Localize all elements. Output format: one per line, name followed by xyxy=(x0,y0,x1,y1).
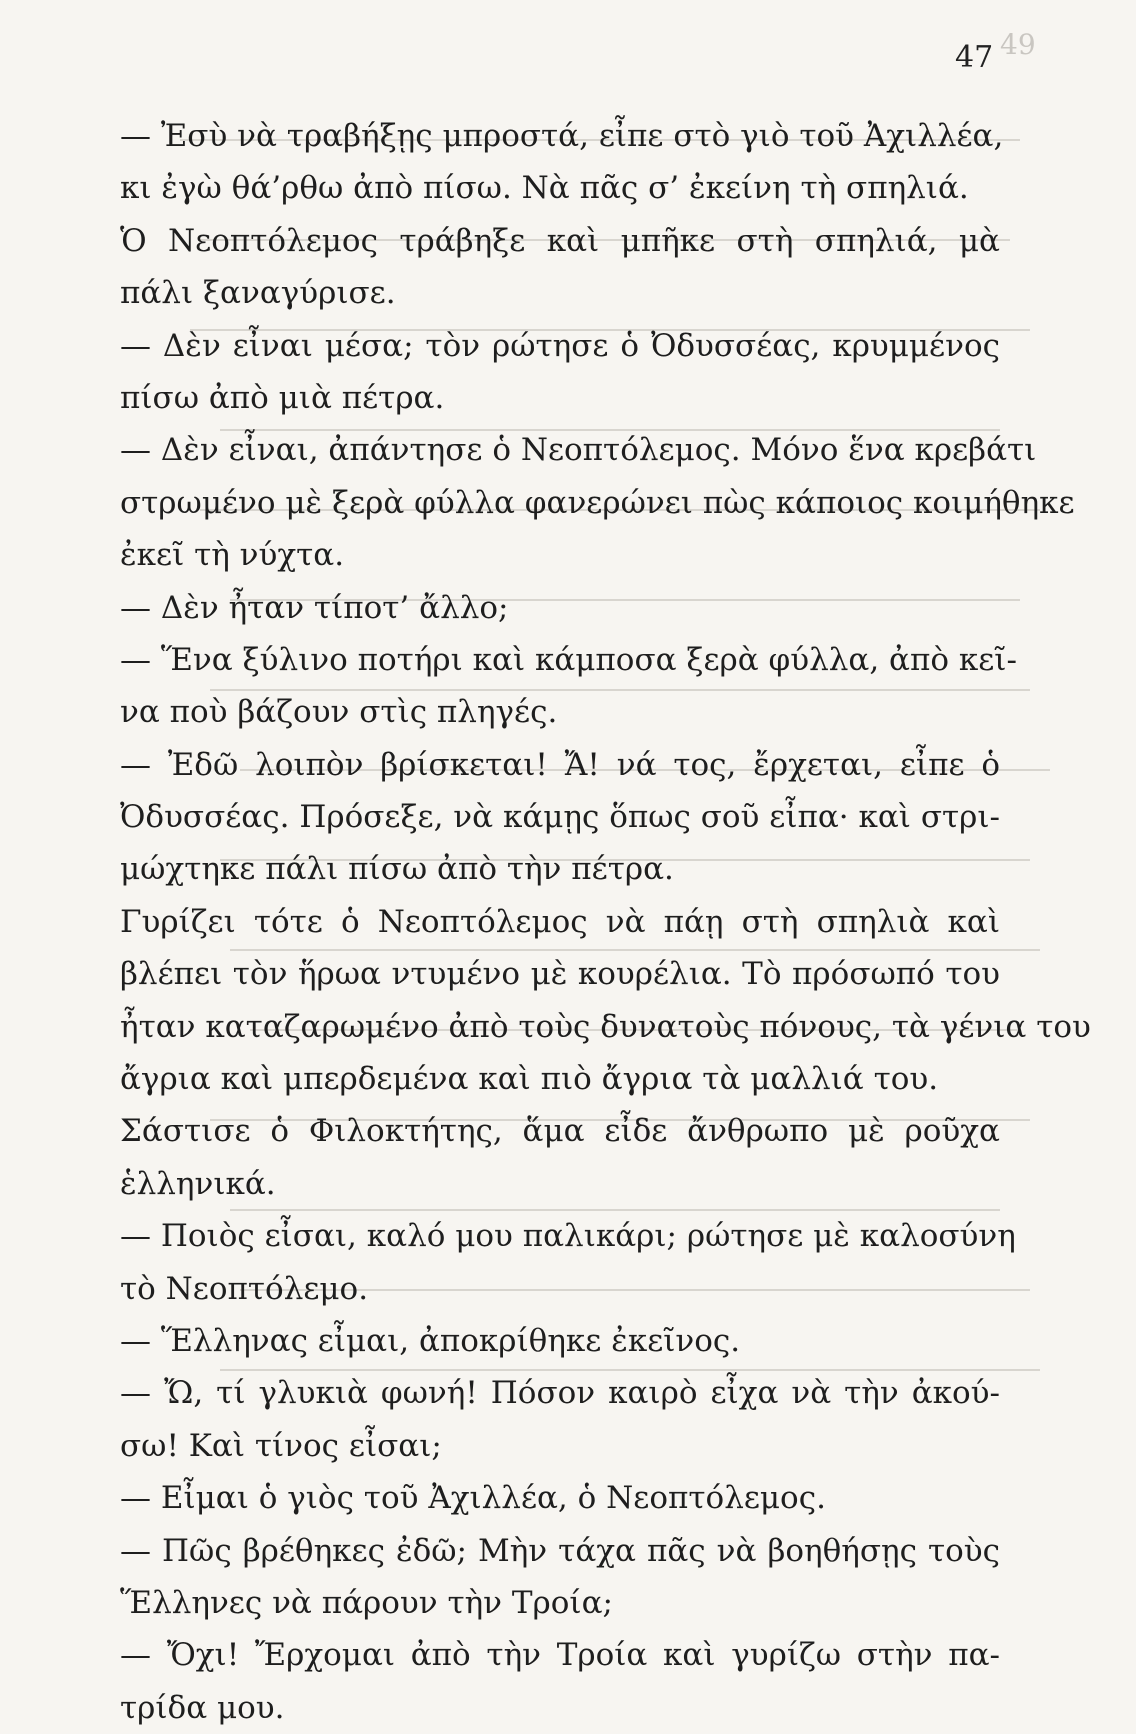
text-line: τὸ Νεοπτόλεμο. xyxy=(120,1270,369,1307)
page-number: 47 xyxy=(955,40,994,75)
text-line: — Ἐδῶ λοιπὸν βρίσκεται! Ἄ! νά τος, ἔρχεται, εἶπε ὁ xyxy=(120,746,1000,783)
text-line: — Ὄχι! Ἔρχομαι ἀπὸ τὴν Τροία καὶ γυρίζω στὴν πα- xyxy=(120,1637,1000,1674)
text-line: — Ἕλληνας εἶμαι, ἀποκρίθηκε ἐκεῖνος. xyxy=(120,1322,741,1359)
text-line: — Δὲν εἶναι, ἀπάντησε ὁ Νεοπτόλεμος. Μόνο ἕνα κρεβάτι xyxy=(120,432,1037,469)
text-line: — Ἐσὺ νὰ τραβήξῃς μπροστά, εἶπε στὸ γιὸ τοῦ Ἀχιλλέα, xyxy=(120,118,1004,154)
text-line: μώχτηκε πάλι πίσω ἀπὸ τὴν πέτρα. xyxy=(120,851,674,888)
text-line: ἄγρια καὶ μπερδεμένα καὶ πιὸ ἄγρια τὰ μαλλιά του. xyxy=(120,1061,939,1098)
text-line: ἑλληνικά. xyxy=(120,1165,276,1202)
text-line: τρίδα μου. xyxy=(120,1689,285,1726)
text-line: — Πῶς βρέθηκες ἐδῶ; Μὴν τάχα πᾶς νὰ βοηθήσῃς τοὺς xyxy=(120,1532,1000,1569)
text-line: — Δὲν ἦταν τίποτ’ ἄλλο; xyxy=(120,589,509,626)
show-through-page-number: 49 xyxy=(1000,28,1036,61)
text-line: ἐκεῖ τὴ νύχτα. xyxy=(120,537,345,574)
text-line: Ὀδυσσέας. Πρόσεξε, νὰ κάμῃς ὅπως σοῦ εἶπα· καὶ στρι- xyxy=(120,799,1000,836)
text-line: Γυρίζει τότε ὁ Νεοπτόλεμος νὰ πάῃ στὴ σπηλιὰ καὶ xyxy=(120,903,1000,940)
text-line: — Ποιὸς εἶσαι, καλό μου παλικάρι; ρώτησε μὲ καλοσύνη xyxy=(120,1218,1016,1255)
text-line: να ποὺ βάζουν στὶς πληγές. xyxy=(120,694,558,731)
text-line: — Ὤ, τί γλυκιὰ φωνή! Πόσον καιρὸ εἶχα νὰ τὴν ἀκού- xyxy=(120,1375,1000,1412)
text-line: Ὁ Νεοπτόλεμος τράβηξε καὶ μπῆκε στὴ σπηλιά, μὰ xyxy=(120,222,1000,259)
text-line: Σάστισε ὁ Φιλοκτήτης, ἅμα εἶδε ἄνθρωπο μὲ ροῦχα xyxy=(120,1113,1000,1150)
text-line: Ἕλληνες νὰ πάρουν τὴν Τροία; xyxy=(120,1584,613,1621)
text-line: πίσω ἀπὸ μιὰ πέτρα. xyxy=(120,379,445,416)
text-line: σω! Καὶ τίνος εἶσαι; xyxy=(120,1427,442,1464)
text-line: ἦταν καταζαρωμένο ἀπὸ τοὺς δυνατοὺς πόνους, τὰ γένια του xyxy=(120,1008,1091,1045)
text-line: πάλι ξαναγύρισε. xyxy=(120,275,396,312)
body-text xyxy=(120,110,1091,1734)
text-line: βλέπει τὸν ἥρωα ντυμένο μὲ κουρέλια. Τὸ πρόσωπό του xyxy=(120,956,1000,993)
text-line: στρωμένο μὲ ξερὰ φύλλα φανερώνει πὼς κάποιος κοιμήθηκε xyxy=(120,484,1075,521)
text-line: κι ἐγὼ θά’ρθω ἀπὸ πίσω. Νὰ πᾶς σ’ ἐκείνη τὴ σπηλιά. xyxy=(120,170,969,207)
text-line: — Εἶμαι ὁ γιὸς τοῦ Ἀχιλλέα, ὁ Νεοπτόλεμος. xyxy=(120,1480,826,1517)
text-line: — Δὲν εἶναι μέσα; τὸν ρώτησε ὁ Ὀδυσσέας, κρυμμένος xyxy=(120,327,1000,364)
text-line: — Ἕνα ξύλινο ποτήρι καὶ κάμποσα ξερὰ φύλλα, ἀπὸ κεῖ- xyxy=(120,641,1017,678)
